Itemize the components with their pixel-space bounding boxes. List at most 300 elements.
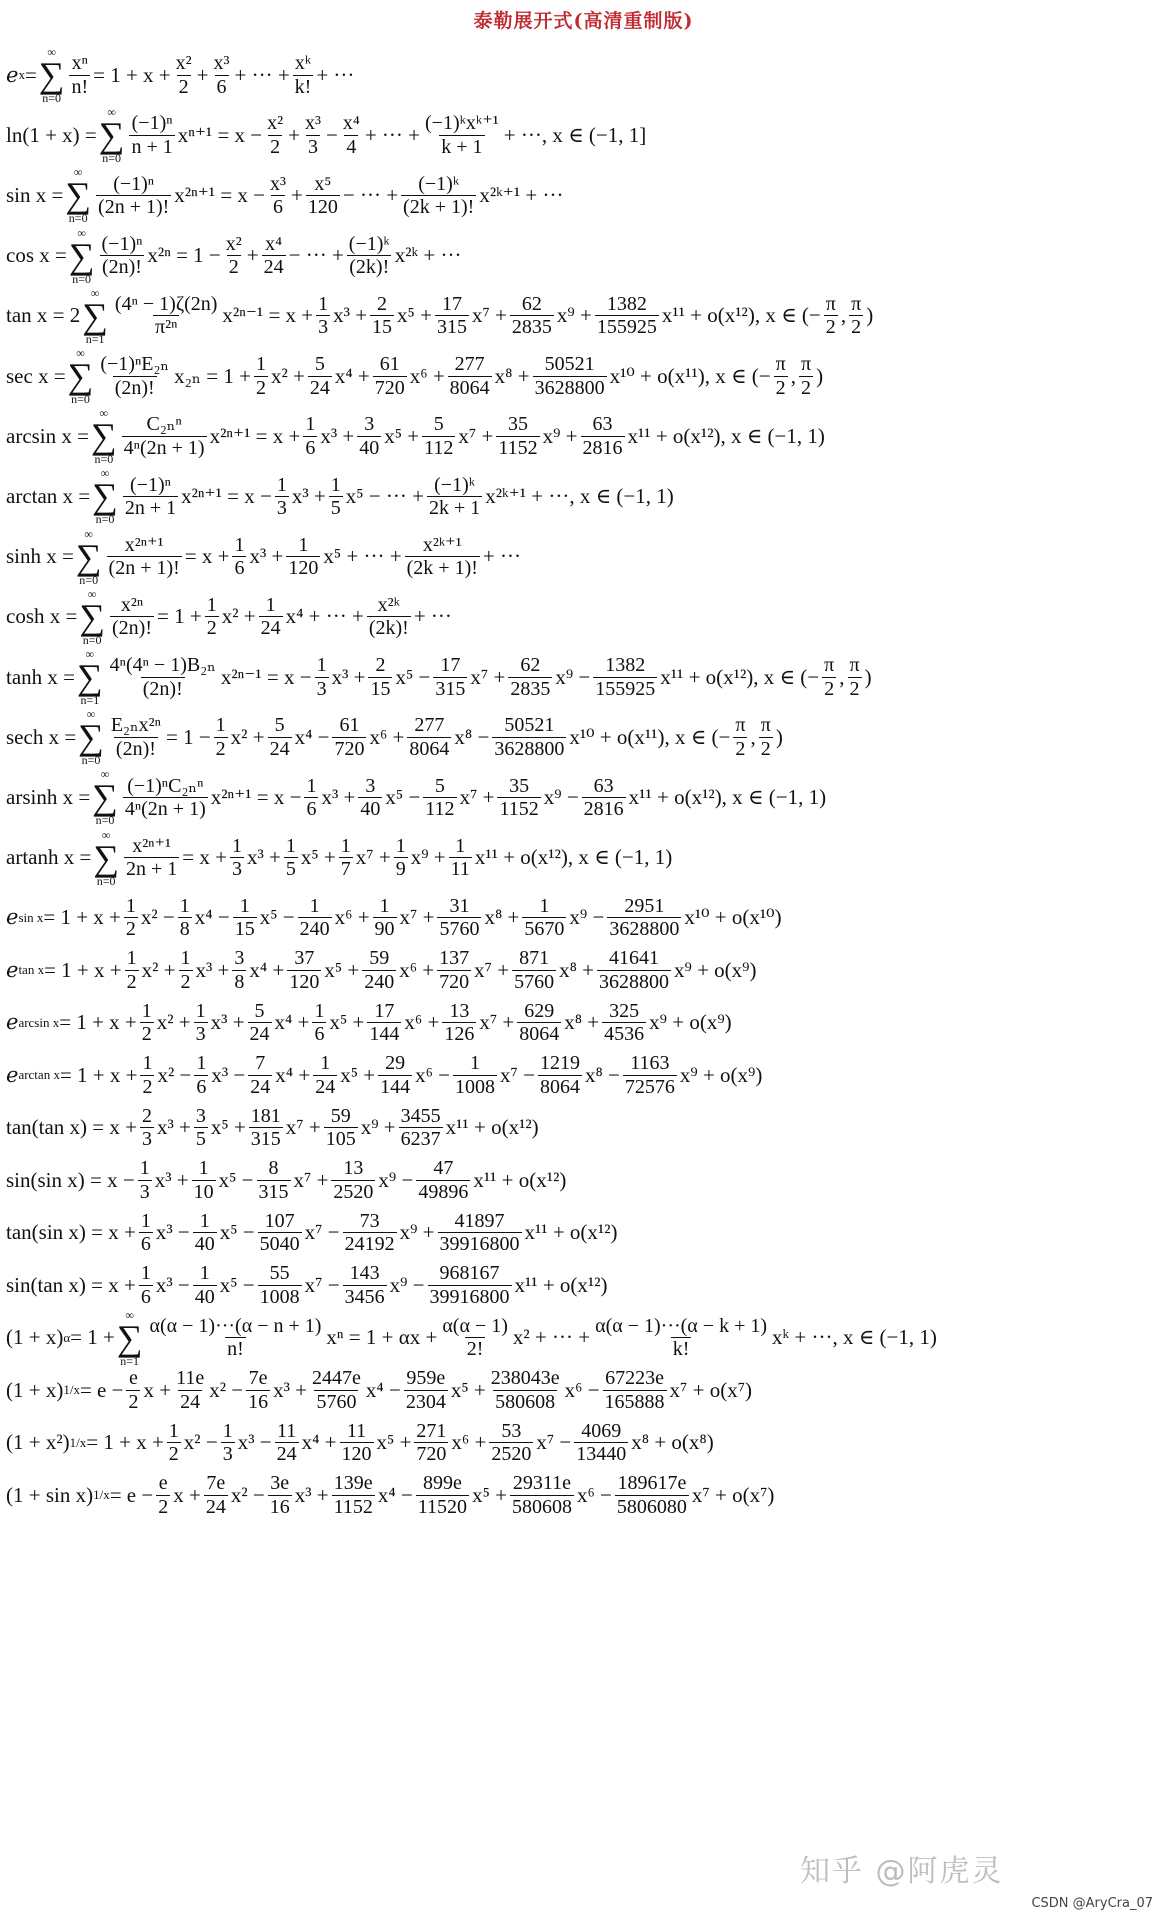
formula-text: x³ +	[246, 845, 281, 870]
formula-text: artanh x =	[6, 845, 92, 870]
fraction-denominator: 240	[299, 918, 330, 941]
formula-text: x² + ··· +	[512, 1325, 591, 1350]
fraction-numerator: 41897	[454, 1209, 505, 1232]
sum-upper-limit: ∞	[76, 345, 85, 360]
fraction	[404, 1367, 448, 1413]
fraction-denominator: 24	[250, 1075, 271, 1098]
formula-text: = 1 +	[70, 1325, 115, 1350]
fraction	[262, 233, 286, 279]
fraction-numerator: x³	[305, 112, 321, 135]
fraction-denominator: 120	[341, 1443, 372, 1466]
fraction	[423, 112, 501, 158]
formula-text: x⁹ +	[542, 423, 578, 448]
formula-text: x⁵ −	[218, 1167, 254, 1192]
sum-upper-limit: ∞	[47, 44, 56, 59]
exponent: tan x	[18, 962, 45, 978]
formula-text: x⁵ −	[219, 1272, 255, 1297]
fraction	[232, 947, 246, 993]
formula-text: x² −	[209, 1377, 244, 1402]
fraction-denominator: 24	[269, 737, 290, 760]
fraction-denominator: 2	[849, 677, 860, 700]
summation-sign	[65, 166, 91, 224]
sigma-symbol: ∑	[91, 416, 117, 457]
formula-text: x²ᵏ⁺¹ + ···	[479, 182, 564, 207]
summation-sign	[39, 46, 65, 104]
formula-text: cos x =	[6, 243, 67, 268]
formula-text: x⁹ +	[399, 1220, 435, 1245]
sum-lower-limit: n=0	[42, 91, 61, 106]
fraction	[357, 413, 381, 459]
formula-text: )	[775, 724, 783, 749]
fraction-denominator: k!	[672, 1338, 690, 1361]
fraction-numerator: 1	[316, 654, 327, 677]
sum-upper-limit: ∞	[84, 526, 93, 541]
sum-lower-limit: n=1	[80, 693, 100, 708]
fraction-denominator: (2k + 1)!	[403, 195, 475, 218]
fraction-denominator: 13440	[576, 1443, 627, 1466]
summation-sign	[69, 227, 95, 285]
fraction-denominator: 2304	[405, 1390, 446, 1413]
fraction-denominator: 1152	[333, 1495, 373, 1518]
fraction-denominator: 3	[308, 135, 318, 158]
fraction	[593, 1315, 769, 1361]
fraction-denominator: 580608	[495, 1390, 556, 1413]
fraction	[510, 1472, 574, 1518]
fraction	[512, 947, 556, 993]
formula-text: x²ᵏ⁺¹ + ···, x ∈ (−1, 1)	[485, 483, 674, 508]
fraction-numerator: 5	[254, 999, 265, 1022]
fraction	[194, 1000, 208, 1046]
fraction-numerator: 4ⁿ(4ⁿ − 1)B₂ₙ	[109, 654, 216, 677]
formula-text: 𝑒	[6, 905, 19, 930]
summation-sign	[78, 708, 104, 766]
fraction-denominator: 2	[168, 1443, 179, 1466]
fraction-denominator: 6	[140, 1285, 151, 1308]
sum-lower-limit: n=0	[94, 452, 114, 467]
fraction-numerator: 1	[180, 947, 191, 970]
fraction	[538, 1052, 582, 1098]
formula-text: x⁵ +	[376, 1430, 412, 1455]
fraction-denominator: 3	[195, 1023, 206, 1046]
formula-text: x³ +	[210, 1010, 245, 1035]
fraction-numerator: 1	[298, 533, 309, 556]
fraction	[258, 1210, 302, 1256]
formula-text: x² +	[230, 724, 265, 749]
fraction-numerator: 2	[141, 1104, 152, 1127]
fraction-denominator: 580608	[511, 1495, 572, 1518]
formula-text: − ··· +	[288, 243, 344, 268]
formula-text: (1 + x²)	[6, 1430, 70, 1455]
formula-text: + ···, x ∈ (−1, 1]	[503, 122, 647, 147]
sigma-symbol: ∑	[67, 355, 94, 396]
fraction	[593, 654, 657, 700]
fraction-numerator: 5	[314, 353, 325, 376]
fraction	[298, 895, 332, 941]
fraction-numerator: x²	[225, 232, 242, 255]
formula-text: x² −	[157, 1062, 192, 1087]
fraction-numerator: 1	[320, 1052, 331, 1075]
fraction-denominator: 2	[255, 376, 266, 399]
sum-lower-limit: n=0	[72, 271, 92, 286]
fraction-denominator: 8064	[519, 1023, 560, 1046]
fraction	[204, 1472, 228, 1518]
fraction-numerator: 1	[539, 894, 550, 917]
formula-text: = 1 + x +	[86, 1430, 164, 1455]
fraction-denominator: 2816	[582, 436, 623, 459]
fraction	[405, 534, 480, 580]
formula-text: x⁸ −	[584, 1062, 620, 1087]
fraction	[125, 947, 139, 993]
fraction-denominator: 40	[360, 797, 381, 820]
fraction-numerator: 899e	[422, 1472, 462, 1495]
fraction	[416, 1157, 470, 1203]
formula-text: x⁵ −	[219, 1220, 255, 1245]
formula-text: +	[288, 122, 300, 147]
fraction	[517, 1000, 561, 1046]
sigma-symbol: ∑	[92, 777, 118, 818]
fraction-denominator: n + 1	[131, 135, 173, 158]
fraction-numerator: 3455	[400, 1104, 441, 1127]
fraction-numerator: (−1)ⁿ	[130, 473, 171, 496]
fraction-denominator: 40	[359, 436, 380, 459]
fraction	[306, 173, 340, 219]
fraction	[303, 112, 323, 158]
formula-text: x⁹ +	[360, 1115, 396, 1140]
formula-text: = e −	[79, 1377, 124, 1402]
fraction-numerator: 5	[433, 413, 444, 436]
sum-lower-limit: n=0	[95, 512, 115, 527]
fraction-denominator: 155925	[595, 677, 656, 700]
formula-text: x +	[173, 1482, 201, 1507]
fraction	[595, 293, 659, 339]
fraction-denominator: 15	[372, 316, 393, 339]
formula-text: arsinh x =	[6, 784, 91, 809]
fraction-numerator: 13	[449, 999, 470, 1022]
formula-text: x⁷ +	[399, 905, 435, 930]
fraction	[416, 1472, 469, 1518]
fraction	[303, 413, 317, 459]
fraction-numerator: π	[849, 654, 860, 677]
fraction-denominator: 8064	[449, 376, 490, 399]
fraction	[339, 835, 353, 881]
fraction-denominator: 315	[435, 677, 466, 700]
formula-text: (1 + x)	[6, 1325, 64, 1350]
fraction-numerator: 7	[255, 1052, 266, 1075]
fraction-numerator: α(α − 1)	[442, 1314, 508, 1337]
fraction-denominator: 9	[395, 858, 406, 881]
fraction-numerator: 1382	[606, 292, 647, 315]
sum-upper-limit: ∞	[107, 105, 116, 120]
fraction-numerator: 107	[264, 1209, 295, 1232]
formula-text: x⁷ + o(x⁷)	[669, 1377, 753, 1402]
formula-text: + ··· +	[234, 62, 290, 87]
fraction	[148, 1315, 324, 1361]
formula-text: x⁵ +	[472, 1482, 507, 1507]
formula-text: + ···	[316, 62, 355, 87]
fraction	[533, 353, 607, 399]
formula-text: (1 + x)	[6, 1377, 64, 1402]
sigma-symbol: ∑	[98, 115, 125, 156]
formula-text: x³ +	[291, 483, 326, 508]
fraction-denominator: 6	[196, 1075, 207, 1098]
fraction	[230, 835, 244, 881]
fraction	[332, 1472, 375, 1518]
formula-text: x² +	[156, 1010, 191, 1035]
fraction-numerator: x⁴	[342, 112, 360, 135]
fraction	[848, 654, 862, 700]
sum-lower-limit: n=0	[95, 813, 115, 828]
formula-text: x⁴ + ··· +	[285, 604, 364, 629]
fraction-denominator: 5760	[439, 918, 480, 941]
fraction	[428, 1262, 512, 1308]
fraction	[174, 1367, 206, 1413]
fraction-numerator: 1	[142, 1052, 153, 1075]
fraction-numerator: α(α − 1)···(α − k + 1)	[595, 1314, 768, 1337]
fraction	[108, 654, 218, 700]
formula-text: x³ −	[237, 1430, 272, 1455]
fraction-numerator: e	[158, 1472, 168, 1495]
fraction-denominator: 720	[374, 376, 405, 399]
fraction	[510, 293, 554, 339]
formula-text: x⁷ +	[458, 423, 494, 448]
fraction	[193, 1210, 217, 1256]
fraction	[373, 895, 397, 941]
fraction-numerator: 1	[141, 999, 152, 1022]
formula-text: 𝑒	[6, 1062, 19, 1087]
fraction	[249, 1105, 283, 1151]
fraction	[140, 1105, 154, 1151]
fraction-denominator: 3628800	[609, 918, 680, 941]
fraction-denominator: 2	[825, 316, 836, 339]
formula-text: x¹¹ + o(x¹²), x ∈ (−1, 1)	[627, 423, 825, 448]
fraction-denominator: 11	[450, 858, 470, 881]
formula-text: xᵏ + ···, x ∈ (−1, 1)	[772, 1325, 937, 1350]
fraction-denominator: 2	[178, 75, 189, 98]
fraction-denominator: 2	[851, 316, 862, 339]
fraction-numerator: 17	[440, 654, 461, 677]
fraction	[597, 947, 671, 993]
fraction-denominator: 1152	[499, 797, 539, 820]
fraction-denominator: 39916800	[429, 1285, 510, 1308]
formula-text: x²ⁿ⁺¹ = x +	[209, 423, 301, 448]
fraction	[110, 594, 154, 640]
fraction-denominator: 15	[370, 677, 391, 700]
fraction-denominator: (2n + 1)!	[108, 557, 180, 580]
fraction	[340, 1420, 374, 1466]
fraction	[259, 594, 283, 640]
fraction-denominator: 240	[364, 970, 395, 993]
formula-text: x⁵ −	[259, 905, 295, 930]
formula-text: + ··· +	[364, 122, 420, 147]
fraction	[438, 1210, 522, 1256]
fraction-denominator: 2	[824, 677, 835, 700]
fraction-numerator: 1	[239, 894, 250, 917]
fraction	[492, 714, 566, 760]
fraction-denominator: (2n)!	[115, 737, 156, 760]
fraction-numerator: x²ⁿ	[120, 593, 144, 616]
fraction-denominator: 4ⁿ(2n + 1)	[123, 436, 205, 459]
formula-text: x⁵ +	[210, 1115, 246, 1140]
formula-text: x³ −	[211, 1062, 246, 1087]
fraction	[574, 1420, 628, 1466]
summation-sign	[68, 347, 94, 405]
fraction-denominator: 3	[276, 496, 287, 519]
formula-text: = 1 +	[157, 604, 202, 629]
formula-text: )	[866, 303, 874, 328]
fraction-numerator: x²ᵏ	[377, 593, 400, 616]
fraction	[221, 1420, 235, 1466]
fraction-denominator: 5	[285, 858, 296, 881]
exponent: α	[63, 1329, 71, 1345]
fraction	[394, 835, 408, 881]
fraction-denominator: 90	[374, 918, 395, 941]
summation-sign	[92, 467, 118, 525]
fraction-numerator: 1	[199, 1262, 210, 1285]
fraction-denominator: 315	[258, 1180, 289, 1203]
fraction	[139, 1210, 153, 1256]
formula-text: x² −	[183, 1430, 218, 1455]
fraction-numerator: 1219	[539, 1052, 580, 1075]
formula-text: x⁷ +	[285, 1115, 321, 1140]
fraction-denominator: 3	[139, 1180, 150, 1203]
fraction	[358, 775, 382, 821]
fraction	[332, 714, 366, 760]
fraction-numerator: 59	[330, 1104, 351, 1127]
formula-text: x +	[143, 1377, 172, 1402]
fraction-denominator: 24	[276, 1443, 297, 1466]
formula-text: + ···	[482, 544, 521, 569]
formula-text: x⁵ +	[340, 1062, 376, 1087]
fraction	[122, 413, 207, 459]
fraction-denominator: 120	[289, 970, 320, 993]
fraction-denominator: 24	[249, 1023, 270, 1046]
sigma-symbol: ∑	[79, 596, 106, 637]
watermark: 知乎 @阿虎灵	[800, 1854, 1004, 1889]
fraction-denominator: 5760	[514, 970, 555, 993]
fraction-denominator: (2k + 1)!	[406, 557, 478, 580]
fraction-numerator: 1	[168, 1419, 179, 1442]
formula-text: x⁶ −	[564, 1377, 600, 1402]
summation-sign	[79, 588, 105, 646]
fraction	[407, 714, 451, 760]
formula-text: + ···	[413, 604, 452, 629]
formula-text: 𝑒	[6, 62, 19, 87]
formula-text: x⁹ + o(x⁹)	[679, 1062, 763, 1087]
fraction-numerator: 1	[195, 999, 206, 1022]
fraction-denominator: 155925	[596, 316, 657, 339]
fraction-denominator: 5670	[524, 918, 565, 941]
formula-text: ,	[750, 724, 756, 749]
fraction-denominator: π²ⁿ	[154, 316, 178, 339]
fraction-numerator: x²ⁿ⁺¹	[124, 533, 164, 556]
fraction-denominator: 24	[263, 256, 284, 279]
fraction-numerator: 59	[369, 947, 390, 970]
fraction-denominator: k + 1	[441, 135, 483, 158]
fraction-numerator: π	[775, 353, 786, 376]
sum-lower-limit: n=0	[68, 211, 88, 226]
fraction-numerator: 325	[609, 999, 640, 1022]
page-title: 泰勒展开式(高清重制版)	[473, 10, 694, 32]
fraction-numerator: 35	[507, 413, 528, 436]
credit-text: CSDN @AryCra_07	[1031, 1896, 1153, 1911]
fraction	[489, 1367, 562, 1413]
fraction	[308, 353, 332, 399]
formula-text: x⁵ +	[397, 303, 432, 328]
formula-text: x⁶ +	[334, 905, 370, 930]
fraction-denominator: 2n + 1	[124, 496, 177, 519]
fraction-denominator: 8064	[539, 1075, 580, 1098]
fraction-denominator: 6	[140, 1233, 151, 1256]
fraction	[212, 52, 232, 98]
fraction	[310, 1367, 363, 1413]
fraction-numerator: 277	[454, 353, 485, 376]
fraction	[174, 52, 194, 98]
fraction-denominator: 2n + 1	[125, 858, 178, 881]
fraction-numerator: 29311e	[512, 1472, 572, 1495]
fraction-denominator: 5	[195, 1128, 206, 1151]
fraction-denominator: 6	[216, 75, 227, 98]
fraction	[113, 293, 220, 339]
fraction-denominator: 2!	[466, 1338, 484, 1361]
fraction	[582, 775, 626, 821]
formula-text: x⁷ +	[474, 957, 510, 982]
formula-text: x³ +	[195, 957, 230, 982]
formula-text: = 1 + x +	[93, 62, 171, 87]
formula-text: +	[196, 62, 209, 87]
fraction-numerator: xⁿ	[71, 52, 88, 75]
formula-text: ,	[839, 664, 845, 689]
fraction-numerator: 37	[294, 947, 315, 970]
fraction-numerator: 1	[222, 1419, 233, 1442]
fraction	[138, 1157, 152, 1203]
fraction-numerator: 11e	[176, 1367, 205, 1390]
fraction-denominator: 39916800	[439, 1233, 520, 1256]
sum-upper-limit: ∞	[100, 466, 110, 481]
exponent: 1/x	[93, 1487, 110, 1503]
formula-text: x¹¹ + o(x¹²)	[514, 1272, 608, 1297]
fraction-denominator: 120	[288, 557, 319, 580]
fraction-numerator: 11	[346, 1419, 367, 1442]
formula-text: x³ −	[155, 1220, 190, 1245]
fraction-numerator: 1	[470, 1052, 481, 1075]
fraction	[286, 534, 320, 580]
fraction	[824, 293, 838, 339]
fraction	[258, 1262, 302, 1308]
fraction	[312, 1000, 326, 1046]
fraction	[603, 1367, 667, 1413]
fraction-numerator: 41641	[609, 947, 659, 970]
sigma-symbol: ∑	[82, 295, 108, 336]
formula-text: x⁷ −	[536, 1430, 572, 1455]
formula-text: x⁵ +	[300, 845, 336, 870]
fraction-denominator: 49896	[418, 1180, 469, 1203]
fraction	[233, 895, 257, 941]
fraction	[442, 1000, 476, 1046]
fraction-denominator: 8	[234, 970, 245, 993]
fraction-numerator: 3	[234, 947, 245, 970]
fraction-denominator: 5760	[316, 1390, 357, 1413]
formula-text: tanh x =	[6, 664, 75, 689]
fraction-numerator: 1	[309, 894, 320, 917]
formula-text: x²ⁿ⁺¹ = x −	[210, 784, 302, 809]
formula-text: x³ −	[155, 1272, 190, 1297]
formula-text: x¹¹ + o(x¹²), x ∈ (−	[661, 303, 821, 328]
fraction-numerator: xᵏ	[294, 52, 312, 75]
formula-text: x⁷ −	[500, 1062, 535, 1087]
formula-text: x⁶ +	[451, 1430, 487, 1455]
formula-text: x⁵ −	[385, 784, 421, 809]
formula-text: x⁴ −	[365, 1377, 401, 1402]
